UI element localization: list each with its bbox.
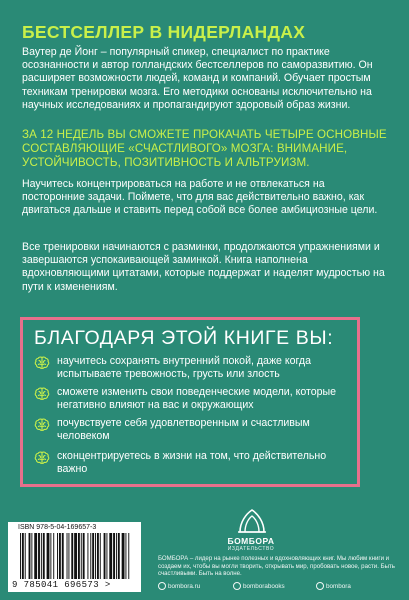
contact-website[interactable]	[158, 582, 200, 590]
barcode-bar	[74, 533, 77, 579]
barcode-bar	[38, 533, 40, 579]
barcode-bar	[81, 533, 82, 579]
barcode-bar	[71, 533, 73, 579]
barcode-bar	[47, 533, 50, 579]
barcode-bar	[25, 533, 26, 579]
barcode-bar	[116, 533, 117, 579]
benefit-text: почувствуете себя удовлетворенным и счастливым человеком	[57, 417, 310, 443]
barcode-bar	[20, 533, 21, 579]
publisher-contacts	[158, 582, 408, 594]
globe-icon	[158, 582, 166, 590]
channel-icon	[316, 582, 324, 590]
barcode-bar	[118, 533, 120, 579]
contact-social[interactable]	[233, 582, 285, 590]
publisher-description: БОМБОРА – лидер на рынке полезных и вдохновляющих книг. Мы любим книги и создаем их, чтобы вы могли творить, открывать мир, пробовать новое, расти. Быть счастливыми. Быть на волне.	[158, 555, 395, 578]
isbn-text: ISBN 978-5-04-169657-3	[18, 524, 97, 531]
barcode-bar	[29, 533, 31, 579]
contact-website-label: bombora.ru	[168, 583, 201, 590]
contact-channel-label: bombora	[326, 583, 351, 590]
benefit-text: сможете изменить свои поведенческие модели, которые негативно влияют на вас и окружающих	[57, 386, 337, 412]
barcode-bar	[109, 533, 112, 579]
brain-icon	[34, 356, 50, 370]
highlight-paragraph: ЗА 12 НЕДЕЛЬ ВЫ СМОЖЕТЕ ПРОКАЧАТЬ ЧЕТЫРЕ ОСНОВНЫЕ СОСТАВЛЯЮЩИЕ «СЧАСТЛИВОГО» МОЗГА: ВНИМАНИЕ, УСТОЙЧИВОСТЬ, ПОЗИТИВНОСТЬ И АЛЬТРУИЗМ.	[22, 128, 387, 170]
barcode-bar	[43, 533, 45, 579]
barcode-bar	[34, 533, 37, 579]
barcode-bar	[68, 533, 69, 579]
barcode-bar	[50, 533, 51, 579]
barcode-bar	[59, 533, 61, 579]
barcode-bar	[122, 533, 125, 579]
social-icon	[233, 582, 241, 590]
barcode-bar	[128, 533, 129, 579]
publisher-name: БОМБОРА	[227, 536, 275, 546]
barcode-bar	[83, 533, 85, 579]
brain-icon	[34, 387, 50, 401]
barcode-bar	[125, 533, 126, 579]
barcode-bar	[41, 533, 42, 579]
barcode-bar	[53, 533, 54, 579]
training-paragraph: Все тренировки начинаются с разминки, продолжаются упражнениями и завершаются успокаивающей заминкой. Книга наполнена вдохновляющими цитатами, которые поддержат и наделят мудростью на пути к изменениям.	[22, 241, 385, 293]
focus-paragraph: Научитесь концентрироваться на работе и не отвлекаться на посторонние задачи. Поймете, что для вас действительно важно, как двигаться дальше и ставить перед собой все более амбициозные цели.	[22, 178, 378, 217]
barcode-bar	[100, 533, 101, 579]
barcode-bar	[90, 533, 91, 579]
publisher-subtitle: ИЗДАТЕЛЬСТВО	[227, 546, 275, 552]
brain-icon	[34, 451, 50, 465]
barcode-bar	[87, 533, 88, 579]
barcode-bar	[97, 533, 99, 579]
brain-icon	[34, 418, 50, 432]
barcode-bar	[92, 533, 94, 579]
barcode-bars	[20, 533, 132, 579]
contact-social-label: bomborabooks	[243, 583, 285, 590]
barcode	[8, 522, 141, 592]
barcode-bar	[31, 533, 32, 579]
barcode-bar	[78, 533, 80, 579]
benefits-title: БЛАГОДАРЯ ЭТОЙ КНИГЕ ВЫ:	[34, 327, 334, 349]
barcode-bar	[62, 533, 64, 579]
barcode-bar	[113, 533, 115, 579]
barcode-bar	[22, 533, 24, 579]
barcode-bar	[104, 533, 106, 579]
author-paragraph: Ваутер де Йонг – популярный спикер, специалист по практике осознанности и автор голландских бестселлеров по саморазвитию. Он расширяет возможности людей, команд и компаний. Обучает простым техникам тренировки мозга. Его методики основаны исключительно на научных исследованиях и пропагандируют здоровый образ жизни.	[22, 46, 373, 111]
benefit-text: сконцентрируетесь в жизни на том, что действительно важно	[57, 450, 327, 476]
barcode-digits: 9 785041 696573 >	[12, 580, 111, 590]
cover-heading: БЕСТСЕЛЛЕР В НИДЕРЛАНДАХ	[22, 22, 306, 42]
benefit-text: научитесь сохранять внутренний покой, даже когда испытываете тревожность, грусть или злость	[57, 355, 311, 381]
publisher-logo-icon	[232, 508, 272, 534]
contact-channel[interactable]	[316, 582, 351, 590]
barcode-bar	[57, 533, 58, 579]
barcode-bar	[67, 533, 68, 579]
barcode-bar	[95, 533, 96, 579]
barcode-bar	[106, 533, 107, 579]
